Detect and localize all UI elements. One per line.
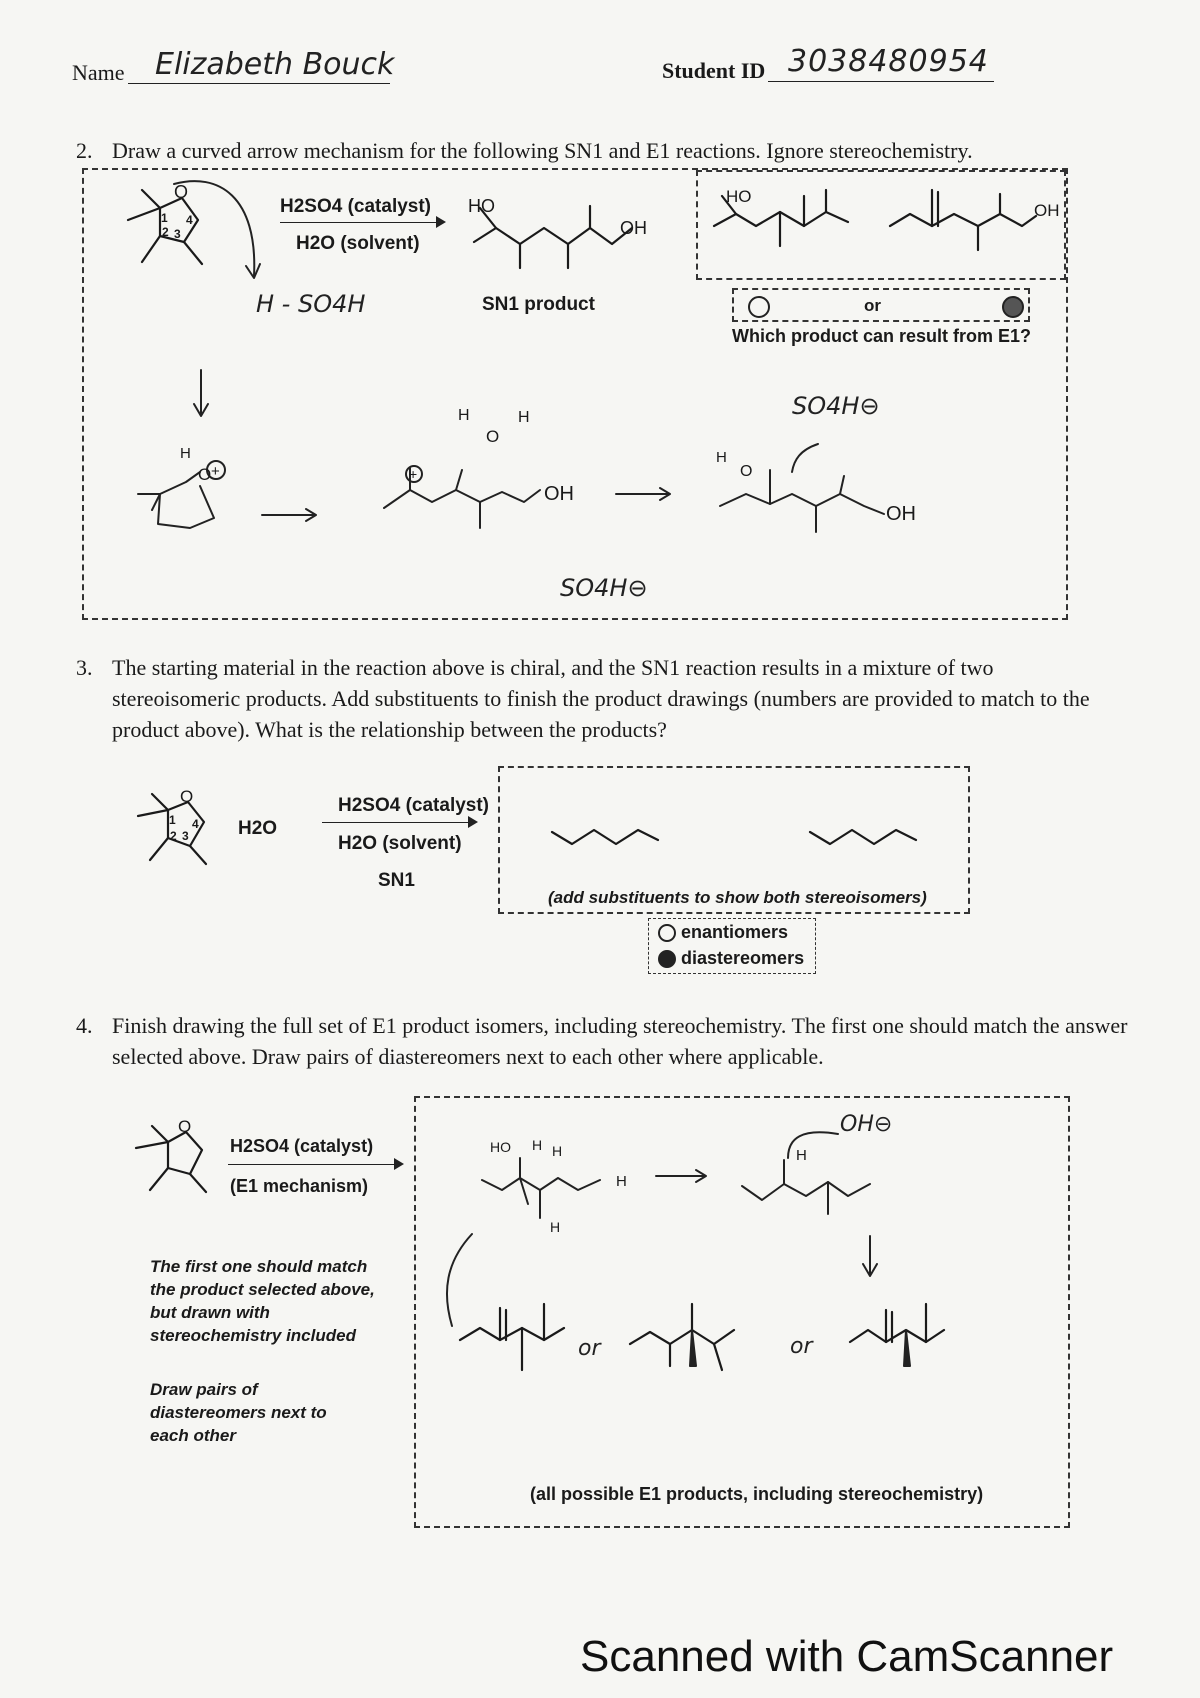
q2-reaction-arrow [280, 222, 440, 223]
student-id-label: Student ID [662, 58, 766, 83]
q2-radio-box [732, 288, 1030, 322]
q2-curved-arrow [168, 176, 288, 286]
q2-hand-oh-2: OH [886, 503, 916, 525]
q3-reagent-top: H2SO4 (catalyst) [338, 795, 490, 816]
q3-product-skeleton-left [548, 818, 688, 858]
q4-note-1: The first one should match the product selected above, but drawn with stereochemistry included [150, 1257, 375, 1345]
q4-hand-ho: HO [490, 1139, 511, 1155]
q2-hand-water-h1: H [458, 407, 470, 424]
q3-number: 3. [76, 655, 93, 680]
q2-hand-oxonium-product [700, 440, 930, 550]
q4-starting-material [120, 1117, 230, 1210]
q4-hand-arrow-right [656, 1166, 716, 1186]
q4-hand-h2: H [552, 1143, 563, 1159]
q2-choice-alkene-alcohol [886, 186, 1076, 266]
q2-hand-oxonium-plus: + [211, 463, 220, 480]
q4-arrow-head [394, 1158, 404, 1170]
q4-hand-down-arrow [860, 1236, 880, 1282]
q2-option-left-radio[interactable] [748, 296, 770, 318]
student-id-value: 3038480954 [788, 44, 989, 79]
q4-text: Finish drawing the full set of E1 product isomers, including stereochemistry. The first one should match the answer selected above. Draw pairs of diastereomers next to each other where applicable. [112, 1013, 1128, 1069]
q2-product-oh: OH [620, 218, 647, 238]
q2-hand-arrow-2 [616, 484, 676, 504]
q3-diastereomers-label: diastereomers [681, 948, 805, 968]
q2-hand-carbocation [380, 407, 600, 550]
q4-note-2: Draw pairs of diastereomers next to each other [150, 1380, 327, 1445]
q2-reagent-bottom: H2O (solvent) [296, 233, 420, 254]
q2-hand-water-h2: H [518, 409, 530, 426]
q3-water: H2O [238, 818, 278, 839]
q2-choice-alcohol-alkene [710, 186, 880, 266]
q2-sm-number-3: 3 [174, 227, 181, 241]
q4-hand-or-1: or [578, 1336, 601, 1361]
name-underline [128, 83, 390, 84]
q3-sm-oxygen-atom: O [180, 787, 194, 806]
q2-arrow-head [436, 216, 446, 228]
q2-number: 2. [76, 138, 93, 163]
q4-e1-product-3 [846, 1296, 966, 1396]
q3-enantiomers-label: enantiomers [681, 922, 789, 942]
q3-sm-number-4: 4 [192, 817, 199, 831]
q4-e1-product-1 [456, 1300, 586, 1390]
student-id-underline [768, 81, 994, 82]
q2-choice1-ho: HO [726, 187, 752, 206]
q4-hand-cation [732, 1130, 902, 1230]
q4-number: 4. [76, 1013, 93, 1038]
q2-product-label: SN1 product [482, 294, 595, 315]
q2-option-right-radio[interactable] [1002, 296, 1024, 318]
q3-reagent-bottom: H2O (solvent) [338, 833, 462, 854]
q3-sm-number-2: 2 [170, 829, 177, 843]
q3-product-skeleton-right [806, 818, 946, 858]
q3-enantiomers-radio[interactable] [658, 924, 676, 942]
name-value: Elizabeth Bouck [155, 47, 395, 82]
q4-hand-h3: H [616, 1173, 627, 1190]
q2-hand-water-o: O [486, 427, 500, 446]
q2-sn1-product [468, 196, 672, 278]
q2-hand-oh-1: OH [544, 483, 574, 505]
camscanner-watermark: Scanned with CamScanner [580, 1632, 1114, 1681]
q4-sm-oxygen-atom: O [178, 1117, 192, 1136]
name-label: Name [72, 60, 125, 85]
q2-hand-down-arrow [191, 370, 211, 420]
q2-hand-bisulfate-1: SO4H⊖ [560, 574, 648, 602]
q2-hand-oxonium-oxygen: O [198, 465, 212, 484]
q3-reaction-arrow [322, 822, 472, 823]
q3-option-diastereomers[interactable] [658, 948, 804, 969]
q2-hand-oxonium [130, 440, 270, 550]
q2-e1-question: Which product can result from E1? [732, 326, 1032, 346]
q2-sm-number-2: 2 [162, 225, 169, 239]
q3-option-enantiomers[interactable] [658, 922, 788, 943]
q4-e1-product-2 [626, 1296, 766, 1396]
q2-hand-product-h: H [716, 449, 727, 466]
q4-reaction-arrow [228, 1164, 398, 1165]
q2-sm-number-1: 1 [161, 211, 168, 225]
q2-hand-bisulfate-2: SO4H⊖ [792, 392, 880, 420]
q2-choice2-oh: OH [1034, 201, 1060, 220]
q2-hand-carbocation-plus: + [409, 466, 418, 482]
q2-hand-arrow-1 [262, 505, 322, 525]
q3-arrow-head [468, 816, 478, 828]
q2-choice-or: or [864, 296, 881, 315]
q3-diastereomers-radio[interactable] [658, 950, 676, 968]
q4-hand-or-2: or [790, 1334, 813, 1359]
q3-starting-material [120, 787, 230, 880]
q3-box-caption: (add substituents to show both stereoisomers) [548, 888, 927, 907]
q4-box-caption: (all possible E1 products, including stereochemistry) [530, 1484, 984, 1504]
q2-hand-acid: H - SO4H [256, 290, 366, 318]
q2-hand-product-o: O [740, 463, 753, 480]
q4-hand-hydroxide: OH⊖ [840, 1112, 893, 1137]
q4-reagent-bottom: (E1 mechanism) [230, 1176, 369, 1196]
q2-hand-oxonium-h: H [180, 445, 191, 462]
q4-hand-cation-h: H [796, 1147, 807, 1164]
q3-text: The starting material in the reaction above is chiral, and the SN1 reaction results in a mixture of two stereoisomeric products. Add substituents to finish the product drawings (numbers are provided to match to the product above). What is the relationship between the products? [112, 655, 1090, 742]
q4-reagent-top: H2SO4 (catalyst) [230, 1136, 374, 1156]
q3-sm-number-3: 3 [182, 829, 189, 843]
q4-hand-alcohol [476, 1137, 656, 1240]
q2-reagent-top: H2SO4 (catalyst) [280, 196, 432, 217]
q2-text: Draw a curved arrow mechanism for the following SN1 and E1 reactions. Ignore stereochemistry. [112, 138, 973, 163]
q2-sm-number-4: 4 [186, 213, 193, 227]
q4-hand-h1: H [532, 1137, 543, 1153]
q3-mechanism: SN1 [378, 870, 415, 891]
q2-sm-oxygen-atom: O [174, 182, 189, 202]
q3-sm-number-1: 1 [169, 813, 176, 827]
q2-product-ho: HO [468, 196, 495, 216]
q4-hand-h4: H [550, 1219, 561, 1235]
